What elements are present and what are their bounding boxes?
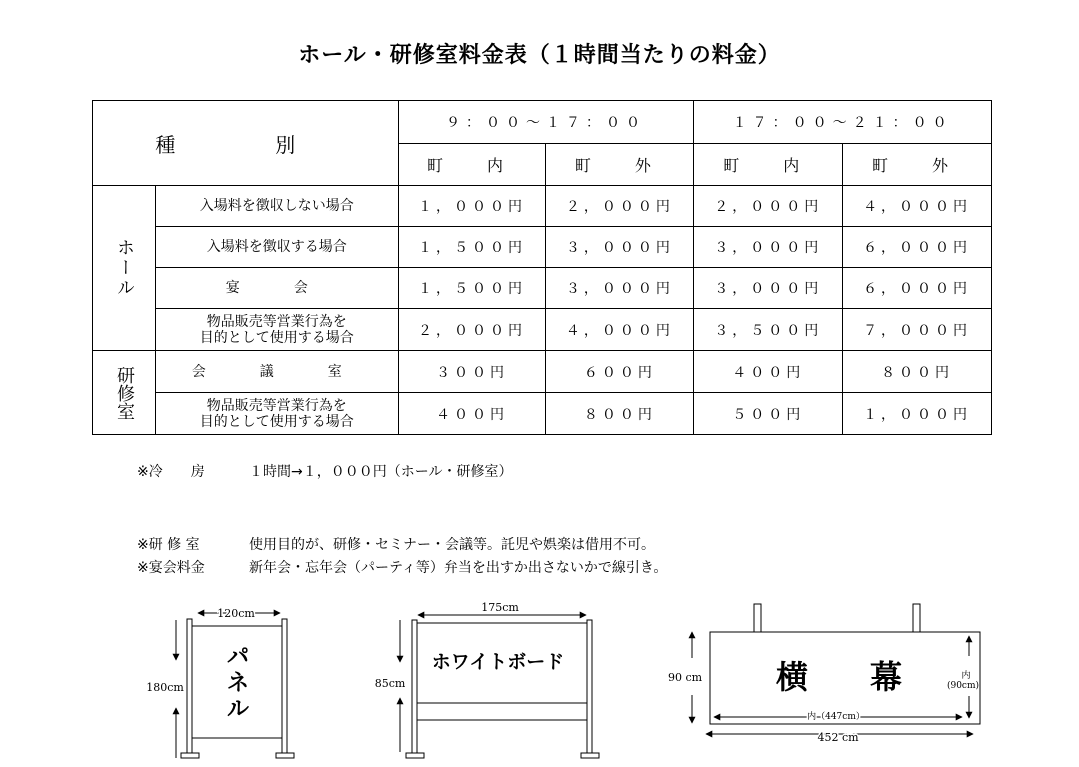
header-eve-out-town: 町 外 (843, 144, 992, 186)
banner-label: 幕 (869, 658, 903, 696)
fee-cell: ４００円 (398, 393, 546, 435)
whiteboard-right-foot (581, 753, 599, 758)
table-row (93, 351, 992, 393)
panel-left-foot (181, 753, 199, 758)
fee-cell: ６００円 (546, 351, 694, 393)
fee-cell: ７，０００円 (843, 309, 992, 351)
fee-cell: ５００円 (694, 393, 843, 435)
whiteboard-width: 175cm (481, 601, 519, 614)
note-cooling (137, 461, 512, 481)
header-kind: 種 別 (93, 101, 399, 186)
panel-figure (146, 607, 294, 758)
header-day-in-town: 町 内 (398, 144, 546, 186)
banner-label: 横 (775, 658, 809, 696)
row-label-line: 物品販売等営業行為を (206, 313, 347, 330)
fee-cell: ６，０００円 (843, 268, 992, 309)
banner-inner-width: 内（447cm） (807, 712, 865, 722)
fee-cell: ２，０００円 (694, 186, 843, 227)
row-label-line: 物品販売等営業行為を (206, 397, 347, 414)
header-daytime: ９：００〜１７：００ (398, 101, 694, 144)
page-title: ホール・研修室料金表（１時間当たりの料金） (298, 43, 781, 68)
note-text: １時間→１，０００円（ホール・研修室） (249, 464, 513, 480)
fee-cell: ８００円 (843, 351, 992, 393)
table-row (93, 309, 992, 351)
banner-figure (668, 604, 980, 744)
row-label-line: 目的として使用する場合 (199, 329, 354, 346)
banner-cloth (710, 632, 980, 724)
row-label-line: 目的として使用する場合 (199, 413, 354, 430)
whiteboard-label: ホワイトボード (431, 651, 565, 673)
fee-cell: ８００円 (546, 393, 694, 435)
row-label (155, 309, 398, 351)
whiteboard-right-post (587, 620, 592, 754)
note-key: ※宴会料金 (137, 560, 205, 576)
fee-cell: ２，０００円 (546, 186, 694, 227)
panel-height: 180cm (146, 681, 184, 694)
fee-cell: １，５００円 (398, 268, 546, 309)
table-row (93, 393, 992, 435)
banner-inner-height: (90cm) (946, 681, 980, 691)
whiteboard-height: 85cm (374, 677, 406, 690)
header-eve-in-town: 町 内 (694, 144, 843, 186)
banner-left-pole (754, 604, 761, 632)
fee-cell: ６，０００円 (843, 227, 992, 268)
panel-left-post (187, 619, 192, 754)
fee-cell: １，０００円 (843, 393, 992, 435)
row-label: 宴 会 (155, 268, 398, 309)
table-row (93, 186, 992, 227)
table-row (93, 268, 992, 309)
fee-cell: ４，０００円 (546, 309, 694, 351)
banner-height: 90 cm (667, 671, 703, 684)
banner-right-pole (913, 604, 920, 632)
whiteboard-left-post (412, 620, 417, 754)
fee-cell: ３，０００円 (694, 227, 843, 268)
fee-cell: ３，０００円 (694, 268, 843, 309)
group-training-room: 研修室 (93, 351, 156, 435)
panel-right-post (282, 619, 287, 754)
panel-label: パネル (226, 645, 250, 722)
note-key: ※冷 房 (137, 464, 205, 480)
header-evening: １７：００〜２１：００ (694, 101, 992, 144)
fee-cell: ４，０００円 (843, 186, 992, 227)
whiteboard-figure (375, 601, 599, 758)
fee-cell: ３００円 (398, 351, 546, 393)
whiteboard-left-foot (406, 753, 424, 758)
banner-inner-height: 内 (961, 671, 971, 681)
fee-table (92, 100, 992, 435)
note-text: 新年会・忘年会（パーティ等）弁当を出すか出さないかで線引き。 (249, 560, 668, 576)
group-hall: ホール (93, 186, 156, 351)
row-label: 会 議 室 (155, 351, 398, 393)
panel-right-foot (276, 753, 294, 758)
banner-width: 452 cm (817, 731, 859, 744)
header-day-out-town: 町 外 (546, 144, 694, 186)
panel-width: 120cm (217, 607, 255, 620)
equipment-figures (0, 590, 1079, 767)
table-row (93, 227, 992, 268)
row-label (155, 393, 398, 435)
fee-cell: ２，０００円 (398, 309, 546, 351)
fee-cell: ３，０００円 (546, 227, 694, 268)
fee-cell: ３，０００円 (546, 268, 694, 309)
fee-cell: ３，５００円 (694, 309, 843, 351)
fee-cell: １，０００円 (398, 186, 546, 227)
fee-cell: １，５００円 (398, 227, 546, 268)
row-label: 入場料を徴収する場合 (155, 227, 398, 268)
row-label: 入場料を徴収しない場合 (155, 186, 398, 227)
fee-cell: ４００円 (694, 351, 843, 393)
note-key: ※研 修 室 (137, 537, 200, 553)
note-banquet (137, 557, 667, 577)
note-text: 使用目的が、研修・セミナー・会議等。託児や娯楽は借用不可。 (249, 537, 655, 553)
note-training-room (137, 534, 655, 554)
